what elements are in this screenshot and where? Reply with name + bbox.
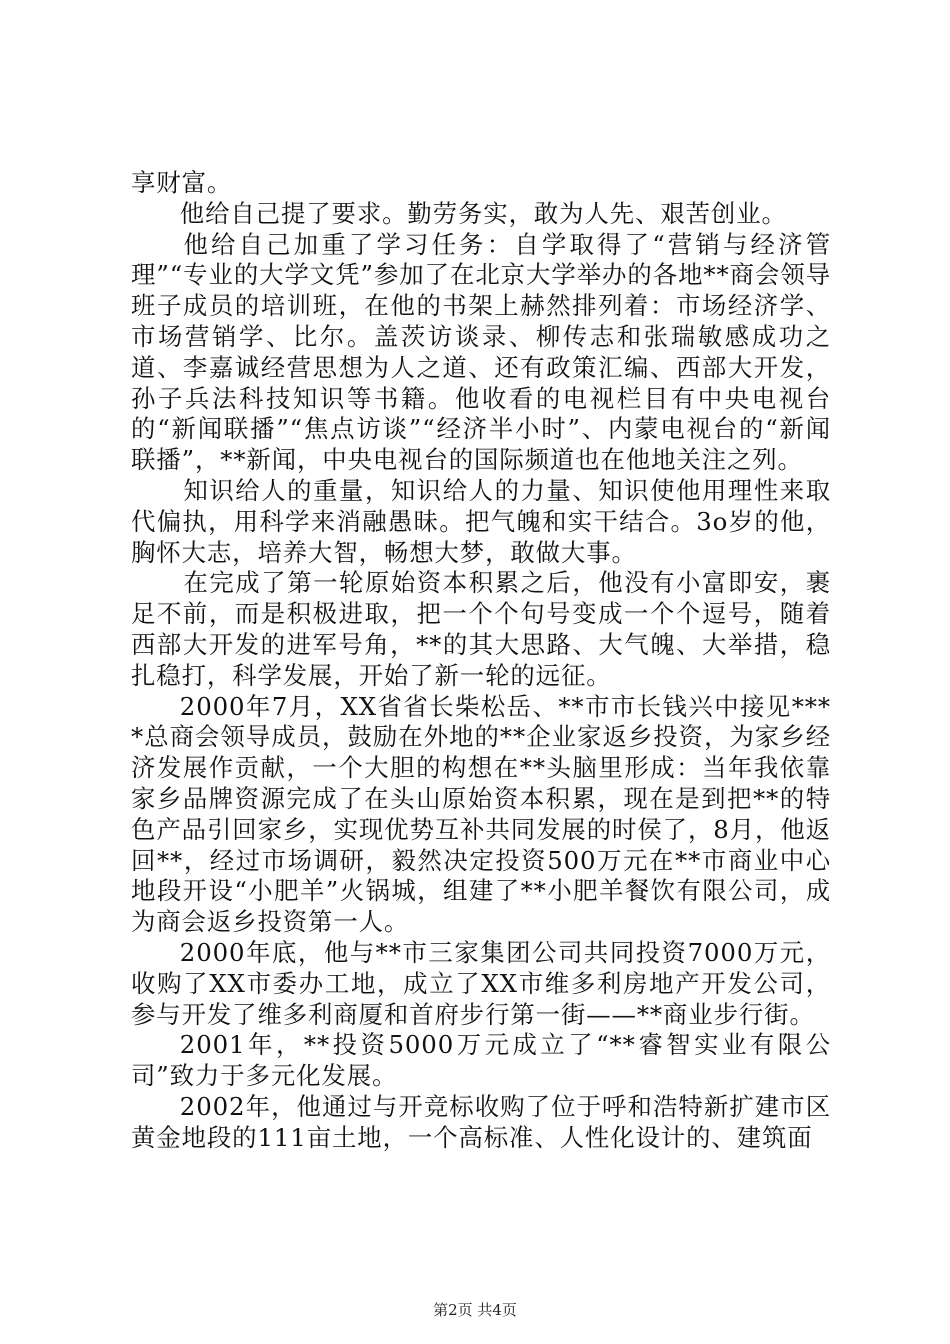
document-body (131, 168, 831, 1154)
paragraph-1: 享财富。 (131, 168, 233, 197)
paragraph-9: 2002年，他通过与开竞标收购了位于呼和浩特新扩建市区黄金地段的111亩土地，一个高标准、人性化设计的、建筑面 (131, 1091, 831, 1152)
paragraph-5: 在完成了第一轮原始资本积累之后，他没有小富即安，裹足不前，而是积极进取，把一个个句号变成一个个逗号，随着西部大开发的进军号角，**的其大思路、大气魄、大举措，稳扎稳打，科学发展，开始了新一轮的远征。 (131, 568, 831, 690)
paragraph-2: 他给自己提了要求。勤劳务实，敢为人先、艰苦创业。 (179, 198, 787, 228)
paragraph-4: 知识给人的重量，知识给人的力量、知识使他用理性来取代偏执，用科学来消融愚昧。把气魄和实干结合。3o岁的他，胸怀大志，培养大智，畅想大梦，敢做大事。 (131, 475, 831, 567)
paragraph-7: 2000年底，他与**市三家集团公司共同投资7000万元，收购了XX市委办工地，成立了XX市维多利房地产开发公司，参与开发了维多利商厦和首府步行第一街——**商业步行街。 (131, 937, 831, 1029)
page-footer: 第2页 共4页 (433, 1301, 517, 1319)
paragraph-3: 他给自己加重了学习任务：自学取得了“营销与经济管理”“专业的大学文凭”参加了在北京大学举办的各地**商会领导班子成员的培训班，在他的书架上赫然排列着：市场经济学、市场营销学、比尔。盖茨访谈录、柳传志和张瑞敏感成功之道、李嘉诚经营思想为人之道、还有政策汇编、西部大开发，孙子兵法科技知识等书籍。他收看的电视栏目有中央电视台的“新闻联播”“焦点访谈”“经济半小时”、内蒙电视台的“新闻联播”，**新闻，中央电视台的国际频道也在他地关注之列。 (131, 229, 831, 475)
paragraph-6: 2000年7月，XX省省长柴松岳、**市市长钱兴中接见****总商会领导成员，鼓励在外地的**企业家返乡投资，为家乡经济发展作贡献，一个大胆的构想在**头脑里形成：当年我依靠家乡品牌资源完成了在头山原始资本积累，现在是到把**的特色产品引回家乡，实现优势互补共同发展的时侯了，8月，他返回**，经过市场调研，毅然决定投资500万元在**市商业中心地段开设“小肥羊”火锅城，组建了**小肥羊餐饮有限公司，成为商会返乡投资第一人。 (131, 691, 831, 937)
paragraph-8: 2001年，**投资5000万元成立了“**睿智实业有限公司”致力于多元化发展。 (131, 1030, 831, 1091)
